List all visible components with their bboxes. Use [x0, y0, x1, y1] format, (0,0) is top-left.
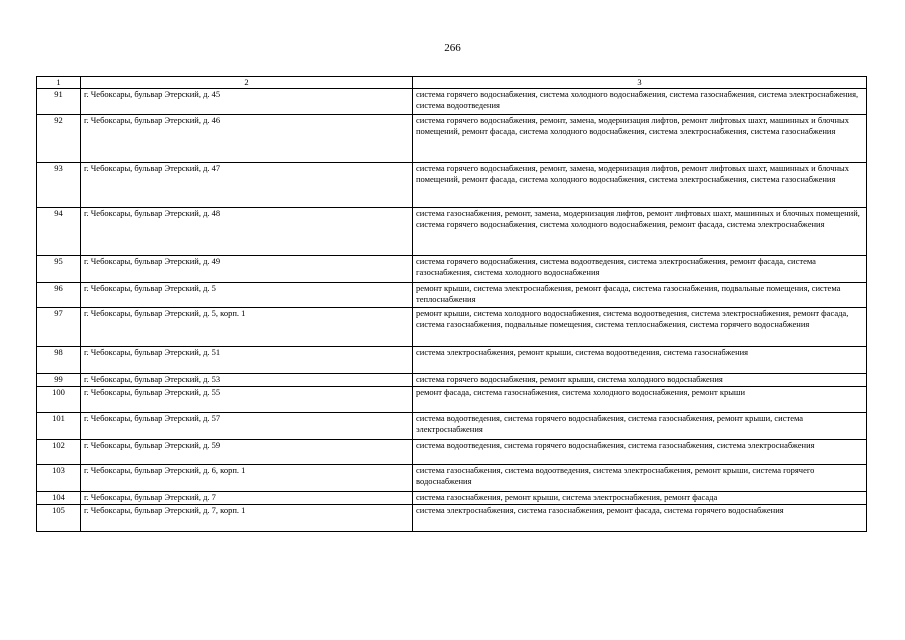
- table-row: [37, 374, 867, 387]
- row-works: ремонт фасада, система газоснабжения, система холодного водоснабжения, ремонт крыши: [413, 387, 867, 413]
- table-row: [37, 347, 867, 374]
- column-header-2: 2: [81, 77, 413, 89]
- row-address: г. Чебоксары, бульвар Этерский, д. 6, корп. 1: [81, 465, 413, 492]
- row-works: система электроснабжения, система газоснабжения, ремонт фасада, система горячего водоснабжения: [413, 505, 867, 532]
- table-row: [37, 115, 867, 163]
- page-number: 266: [444, 42, 461, 54]
- row-address: г. Чебоксары, бульвар Этерский, д. 48: [81, 208, 413, 256]
- row-works: система горячего водоснабжения, ремонт, замена, модернизация лифтов, ремонт лифтовых шахт, машинных и блочных помещений, ремонт фасада, система холодного водоснабжения, система электроснабжения, система газоснабжения: [413, 163, 867, 208]
- table-row: [37, 413, 867, 440]
- table-row: [37, 283, 867, 308]
- row-number: 103: [37, 465, 81, 492]
- table-row: [37, 89, 867, 115]
- row-address: г. Чебоксары, бульвар Этерский, д. 49: [81, 256, 413, 283]
- row-address: г. Чебоксары, бульвар Этерский, д. 46: [81, 115, 413, 163]
- row-number: 105: [37, 505, 81, 532]
- row-works: система электроснабжения, ремонт крыши, система водоотведения, система газоснабжения: [413, 347, 867, 374]
- row-number: 94: [37, 208, 81, 256]
- row-works: система газоснабжения, ремонт, замена, модернизация лифтов, ремонт лифтовых шахт, машинных и блочных помещений, система горячего водоснабжения, система холодного водоснабжения, ремонт фасада, система электроснабжения: [413, 208, 867, 256]
- row-works: ремонт крыши, система холодного водоснабжения, система водоотведения, система электроснабжения, ремонт фасада, система газоснабжения, подвальные помещения, система теплоснабжения, система горячего водоснабжения: [413, 308, 867, 347]
- row-number: 92: [37, 115, 81, 163]
- row-address: г. Чебоксары, бульвар Этерский, д. 55: [81, 387, 413, 413]
- row-number: 93: [37, 163, 81, 208]
- row-number: 101: [37, 413, 81, 440]
- column-header-1: 1: [37, 77, 81, 89]
- table-row: [37, 256, 867, 283]
- row-works: ремонт крыши, система электроснабжения, ремонт фасада, система газоснабжения, подвальные помещения, система теплоснабжения: [413, 283, 867, 308]
- row-number: 102: [37, 440, 81, 465]
- row-address: г. Чебоксары, бульвар Этерский, д. 57: [81, 413, 413, 440]
- table-row: [37, 465, 867, 492]
- row-address: г. Чебоксары, бульвар Этерский, д. 47: [81, 163, 413, 208]
- row-address: г. Чебоксары, бульвар Этерский, д. 53: [81, 374, 413, 387]
- row-number: 96: [37, 283, 81, 308]
- column-header-3: 3: [413, 77, 867, 89]
- row-address: г. Чебоксары, бульвар Этерский, д. 51: [81, 347, 413, 374]
- row-address: г. Чебоксары, бульвар Этерский, д. 5: [81, 283, 413, 308]
- row-works: система горячего водоснабжения, ремонт крыши, система холодного водоснабжения: [413, 374, 867, 387]
- row-number: 91: [37, 89, 81, 115]
- address-works-table: [36, 76, 867, 532]
- row-address: г. Чебоксары, бульвар Этерский, д. 7, корп. 1: [81, 505, 413, 532]
- row-number: 104: [37, 492, 81, 505]
- table-row: [37, 440, 867, 465]
- row-number: 99: [37, 374, 81, 387]
- row-works: система горячего водоснабжения, ремонт, замена, модернизация лифтов, ремонт лифтовых шахт, машинных и блочных помещений, ремонт фасада, система холодного водоснабжения, система электроснабжения, система газоснабжения: [413, 115, 867, 163]
- row-number: 97: [37, 308, 81, 347]
- row-works: система газоснабжения, система водоотведения, система электроснабжения, ремонт крыши, система горячего водоснабжения: [413, 465, 867, 492]
- row-address: г. Чебоксары, бульвар Этерский, д. 45: [81, 89, 413, 115]
- table-header-row: [37, 77, 867, 89]
- row-address: г. Чебоксары, бульвар Этерский, д. 7: [81, 492, 413, 505]
- row-works: система горячего водоснабжения, система водоотведения, система электроснабжения, ремонт фасада, система газоснабжения, система холодного водоснабжения: [413, 256, 867, 283]
- table-row: [37, 387, 867, 413]
- table-row: [37, 208, 867, 256]
- row-address: г. Чебоксары, бульвар Этерский, д. 59: [81, 440, 413, 465]
- table-row: [37, 505, 867, 532]
- row-works: система водоотведения, система горячего водоснабжения, система газоснабжения, система электроснабжения: [413, 440, 867, 465]
- table-row: [37, 163, 867, 208]
- row-address: г. Чебоксары, бульвар Этерский, д. 5, корп. 1: [81, 308, 413, 347]
- table-row: [37, 308, 867, 347]
- row-number: 100: [37, 387, 81, 413]
- row-number: 98: [37, 347, 81, 374]
- row-works: система газоснабжения, ремонт крыши, система электроснабжения, ремонт фасада: [413, 492, 867, 505]
- row-works: система горячего водоснабжения, система холодного водоснабжения, система газоснабжения, система электроснабжения, система водоотведения: [413, 89, 867, 115]
- row-works: система водоотведения, система горячего водоснабжения, система газоснабжения, ремонт крыши, система электроснабжения: [413, 413, 867, 440]
- row-number: 95: [37, 256, 81, 283]
- table-row: [37, 492, 867, 505]
